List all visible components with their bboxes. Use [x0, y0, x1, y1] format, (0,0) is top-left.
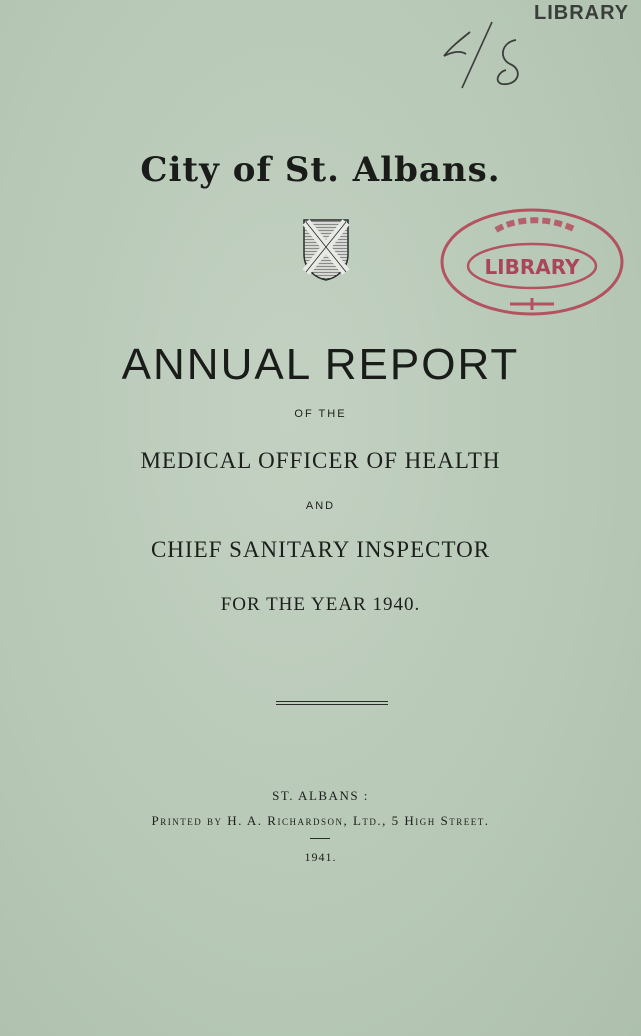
imprint-place: ST. ALBANS : — [272, 788, 369, 803]
double-rule-bottom — [276, 704, 388, 705]
report-year: FOR THE YEAR 1940. — [220, 594, 421, 615]
imprint-year: 1941. — [304, 850, 337, 864]
handwritten-shelf-mark — [432, 18, 542, 98]
double-rule-top — [276, 701, 388, 702]
of-the-text: OF THE — [294, 408, 347, 420]
coat-of-arms-shield-icon — [302, 218, 350, 282]
inspector-title: CHIEF SANITARY INSPECTOR — [150, 537, 491, 562]
city-title: City of St. Albans. — [140, 150, 501, 190]
officer-title: MEDICAL OFFICER OF HEALTH — [140, 448, 501, 473]
imprint-dash — [310, 838, 330, 839]
library-corner-stamp: LIBRARY — [534, 2, 630, 24]
library-ownership-stamp — [436, 200, 628, 320]
and-text: AND — [305, 500, 336, 512]
report-heading: ANNUAL REPORT — [121, 340, 520, 389]
library-stamp-text: LIBRARY — [484, 255, 580, 279]
printer-line: Printed by H. A. Richardson, Ltd., 5 High Street. — [151, 813, 490, 828]
